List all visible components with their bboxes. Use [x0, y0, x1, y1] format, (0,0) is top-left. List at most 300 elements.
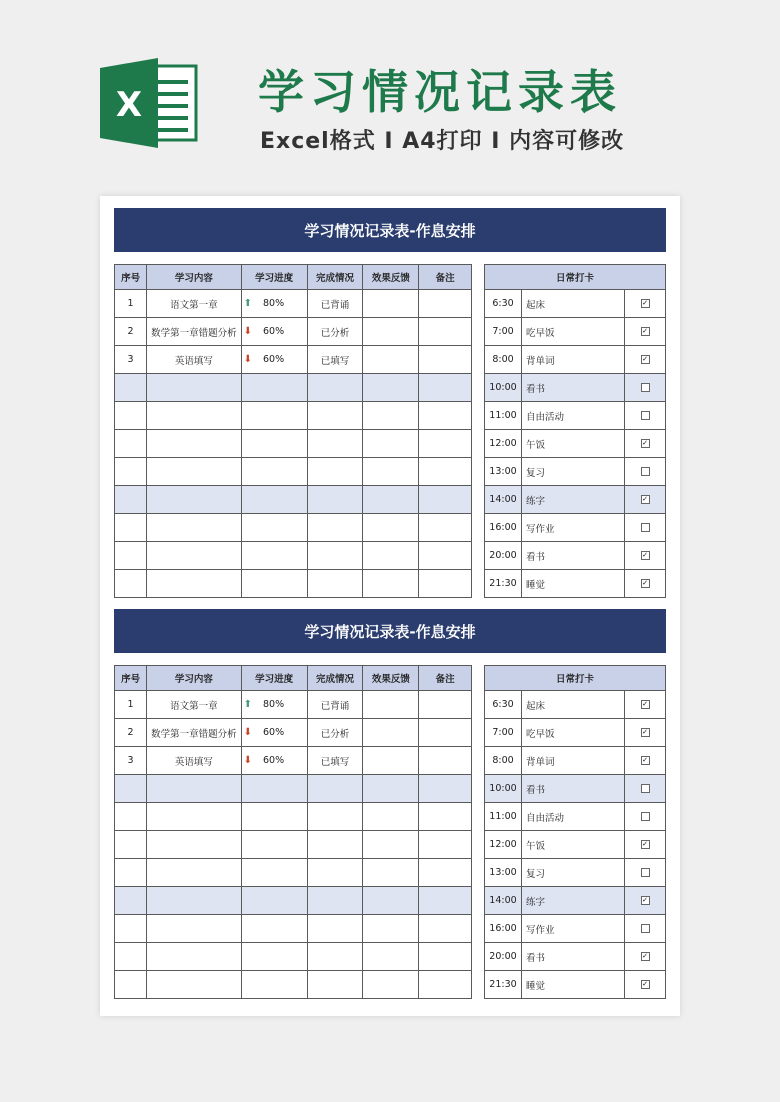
empty-cell[interactable]	[419, 570, 472, 598]
completion-status[interactable]: 已分析	[307, 719, 363, 747]
checkin-activity: 复习	[522, 859, 625, 887]
empty-cell[interactable]	[363, 915, 419, 943]
row-number[interactable]: 1	[115, 290, 147, 318]
sheet-banner: 学习情况记录表-作息安排	[114, 609, 666, 653]
checkin-activity: 起床	[522, 290, 625, 318]
note-cell[interactable]	[419, 691, 472, 719]
study-content[interactable]: 语文第一章	[147, 691, 241, 719]
empty-cell[interactable]	[115, 402, 147, 430]
row-number[interactable]: 2	[115, 318, 147, 346]
table-row	[115, 570, 472, 598]
table-row	[115, 775, 472, 803]
logo-letter: X	[115, 85, 143, 125]
checkbox-checked[interactable]: ✓	[642, 355, 648, 363]
progress-value: 80%	[263, 699, 285, 710]
empty-cell[interactable]	[363, 859, 419, 887]
checkin-row	[485, 430, 666, 458]
empty-cell[interactable]	[115, 915, 147, 943]
checkin-row	[485, 542, 666, 570]
checkin-header-row	[485, 265, 666, 290]
excel-logo-icon	[100, 58, 198, 148]
empty-cell[interactable]	[115, 458, 147, 486]
empty-cell[interactable]	[241, 831, 307, 859]
column-header: 备注	[419, 265, 472, 290]
checkbox-checked[interactable]: ✓	[642, 700, 648, 708]
checkbox-unchecked[interactable]	[641, 411, 650, 420]
checkbox-unchecked[interactable]	[641, 523, 650, 532]
empty-cell[interactable]	[115, 486, 147, 514]
table-row	[115, 458, 472, 486]
empty-cell[interactable]	[307, 943, 363, 971]
checkin-row	[485, 458, 666, 486]
empty-cell[interactable]	[307, 486, 363, 514]
empty-cell[interactable]	[241, 915, 307, 943]
table-row	[115, 318, 472, 346]
feedback-cell[interactable]	[363, 747, 419, 775]
column-header: 效果反馈	[363, 666, 419, 691]
row-number[interactable]: 1	[115, 691, 147, 719]
table-row	[115, 887, 472, 915]
table-row	[115, 290, 472, 318]
checkbox-unchecked[interactable]	[641, 868, 650, 877]
checkin-title: 日常打卡	[485, 666, 666, 691]
checkin-time: 12:00	[485, 831, 522, 859]
empty-cell[interactable]	[419, 943, 472, 971]
empty-cell[interactable]	[115, 570, 147, 598]
study-content[interactable]: 数学第一章错题分析	[147, 318, 241, 346]
note-cell[interactable]	[419, 346, 472, 374]
row-number[interactable]: 2	[115, 719, 147, 747]
column-header: 备注	[419, 666, 472, 691]
checkin-time: 16:00	[485, 514, 522, 542]
arrow-down-icon: ⬇	[243, 755, 252, 766]
checkbox-checked[interactable]: ✓	[642, 896, 648, 904]
checkin-row	[485, 803, 666, 831]
checkbox-unchecked[interactable]	[641, 383, 650, 392]
checkbox-checked[interactable]: ✓	[642, 952, 648, 960]
checkbox-cell	[625, 971, 666, 999]
empty-cell[interactable]	[147, 831, 241, 859]
table-row	[115, 691, 472, 719]
empty-cell[interactable]	[307, 374, 363, 402]
empty-cell[interactable]	[363, 943, 419, 971]
arrow-up-icon: ⬆	[243, 699, 252, 710]
checkin-activity: 自由活动	[522, 803, 625, 831]
note-cell[interactable]	[419, 747, 472, 775]
empty-cell[interactable]	[307, 803, 363, 831]
empty-cell[interactable]	[147, 570, 241, 598]
checkbox-cell	[625, 803, 666, 831]
empty-cell[interactable]	[147, 775, 241, 803]
checkbox-cell	[625, 570, 666, 598]
empty-cell[interactable]	[115, 831, 147, 859]
checkbox-checked[interactable]: ✓	[642, 840, 648, 848]
empty-cell[interactable]	[419, 542, 472, 570]
note-cell[interactable]	[419, 719, 472, 747]
checkin-activity: 看书	[522, 775, 625, 803]
checkbox-cell	[625, 747, 666, 775]
row-number[interactable]: 3	[115, 747, 147, 775]
feedback-cell[interactable]	[363, 346, 419, 374]
arrow-down-icon: ⬇	[243, 727, 252, 738]
column-header: 完成情况	[307, 265, 363, 290]
empty-cell[interactable]	[115, 775, 147, 803]
progress-cell[interactable]	[241, 290, 307, 318]
empty-cell[interactable]	[307, 402, 363, 430]
checkin-time: 7:00	[485, 719, 522, 747]
empty-cell[interactable]	[363, 887, 419, 915]
empty-cell[interactable]	[147, 514, 241, 542]
empty-cell[interactable]	[419, 971, 472, 999]
checkin-time: 20:00	[485, 943, 522, 971]
checkin-row	[485, 943, 666, 971]
table-row	[115, 514, 472, 542]
checkin-row	[485, 374, 666, 402]
checkbox-checked[interactable]: ✓	[642, 980, 648, 988]
checkin-time: 13:00	[485, 859, 522, 887]
study-content[interactable]: 语文第一章	[147, 290, 241, 318]
checkbox-checked[interactable]: ✓	[642, 299, 648, 307]
checkin-activity: 看书	[522, 542, 625, 570]
note-cell[interactable]	[419, 318, 472, 346]
empty-cell[interactable]	[241, 570, 307, 598]
empty-cell[interactable]	[147, 542, 241, 570]
row-number[interactable]: 3	[115, 346, 147, 374]
checkbox-cell	[625, 719, 666, 747]
checkin-time: 8:00	[485, 346, 522, 374]
arrow-down-icon: ⬇	[243, 354, 252, 365]
checkbox-checked[interactable]: ✓	[642, 579, 648, 587]
empty-cell[interactable]	[307, 458, 363, 486]
checkbox-checked[interactable]: ✓	[642, 756, 648, 764]
empty-cell[interactable]	[241, 486, 307, 514]
empty-cell[interactable]	[363, 803, 419, 831]
study-content[interactable]: 数学第一章错题分析	[147, 719, 241, 747]
checkin-row	[485, 775, 666, 803]
checkin-time: 14:00	[485, 486, 522, 514]
completion-status[interactable]: 已分析	[307, 318, 363, 346]
table-row	[115, 719, 472, 747]
checkin-row	[485, 346, 666, 374]
empty-cell[interactable]	[419, 859, 472, 887]
checkbox-cell	[625, 514, 666, 542]
empty-cell[interactable]	[307, 887, 363, 915]
empty-cell[interactable]	[419, 486, 472, 514]
checkin-activity: 吃早饭	[522, 719, 625, 747]
empty-cell[interactable]	[419, 374, 472, 402]
checkin-activity: 看书	[522, 374, 625, 402]
feedback-cell[interactable]	[363, 719, 419, 747]
checkin-row	[485, 915, 666, 943]
checkbox-checked[interactable]: ✓	[642, 495, 648, 503]
feedback-cell[interactable]	[363, 290, 419, 318]
checkin-activity: 练字	[522, 486, 625, 514]
checkbox-checked[interactable]: ✓	[642, 327, 648, 335]
empty-cell[interactable]	[115, 514, 147, 542]
empty-cell[interactable]	[419, 402, 472, 430]
table-row	[115, 430, 472, 458]
empty-cell[interactable]	[147, 887, 241, 915]
checkin-time: 11:00	[485, 402, 522, 430]
empty-cell[interactable]	[241, 374, 307, 402]
empty-cell[interactable]	[419, 887, 472, 915]
checkbox-cell	[625, 542, 666, 570]
checkin-row	[485, 971, 666, 999]
empty-cell[interactable]	[419, 831, 472, 859]
empty-cell[interactable]	[363, 570, 419, 598]
checkbox-cell	[625, 486, 666, 514]
table-row	[115, 486, 472, 514]
checkbox-cell	[625, 915, 666, 943]
table-row	[115, 374, 472, 402]
empty-cell[interactable]	[241, 402, 307, 430]
empty-cell[interactable]	[307, 514, 363, 542]
checkin-activity: 起床	[522, 691, 625, 719]
checkin-table	[484, 665, 666, 999]
checkin-time: 16:00	[485, 915, 522, 943]
empty-cell[interactable]	[307, 542, 363, 570]
table-row	[115, 943, 472, 971]
empty-cell[interactable]	[307, 971, 363, 999]
completion-status[interactable]: 已背诵	[307, 691, 363, 719]
empty-cell[interactable]	[147, 943, 241, 971]
empty-cell[interactable]	[419, 430, 472, 458]
checkbox-cell	[625, 290, 666, 318]
checkin-time: 8:00	[485, 747, 522, 775]
empty-cell[interactable]	[147, 458, 241, 486]
column-header: 序号	[115, 265, 147, 290]
progress-cell[interactable]	[241, 719, 307, 747]
checkin-row	[485, 859, 666, 887]
progress-value: 60%	[263, 755, 285, 766]
empty-cell[interactable]	[363, 374, 419, 402]
checkin-header-row	[485, 666, 666, 691]
empty-cell[interactable]	[363, 430, 419, 458]
checkbox-checked[interactable]: ✓	[642, 439, 648, 447]
checkin-time: 6:30	[485, 691, 522, 719]
checkbox-unchecked[interactable]	[641, 812, 650, 821]
empty-cell[interactable]	[419, 915, 472, 943]
checkbox-cell	[625, 430, 666, 458]
table-row	[115, 402, 472, 430]
checkin-table	[484, 264, 666, 598]
empty-cell[interactable]	[115, 971, 147, 999]
checkbox-unchecked[interactable]	[641, 784, 650, 793]
checkbox-cell	[625, 859, 666, 887]
column-header: 学习内容	[147, 265, 241, 290]
study-table	[114, 264, 472, 598]
checkbox-unchecked[interactable]	[641, 467, 650, 476]
empty-cell[interactable]	[307, 915, 363, 943]
column-header: 学习内容	[147, 666, 241, 691]
checkin-row	[485, 887, 666, 915]
empty-cell[interactable]	[147, 915, 241, 943]
table-row	[115, 831, 472, 859]
empty-cell[interactable]	[307, 859, 363, 887]
table-row	[115, 971, 472, 999]
empty-cell[interactable]	[419, 458, 472, 486]
feedback-cell[interactable]	[363, 318, 419, 346]
column-header: 效果反馈	[363, 265, 419, 290]
checkbox-checked[interactable]: ✓	[642, 728, 648, 736]
checkin-activity: 午饭	[522, 430, 625, 458]
checkin-time: 10:00	[485, 775, 522, 803]
checkin-title: 日常打卡	[485, 265, 666, 290]
page-subtitle: Excel格式 I A4打印 I 内容可修改	[260, 129, 625, 154]
study-content[interactable]: 英语填写	[147, 346, 241, 374]
arrow-up-icon: ⬆	[243, 298, 252, 309]
empty-cell[interactable]	[363, 542, 419, 570]
checkin-activity: 背单词	[522, 346, 625, 374]
empty-cell[interactable]	[363, 514, 419, 542]
study-content[interactable]: 英语填写	[147, 747, 241, 775]
empty-cell[interactable]	[363, 486, 419, 514]
empty-cell[interactable]	[115, 859, 147, 887]
checkin-activity: 午饭	[522, 831, 625, 859]
checkbox-cell	[625, 887, 666, 915]
empty-cell[interactable]	[241, 943, 307, 971]
checkin-time: 10:00	[485, 374, 522, 402]
empty-cell[interactable]	[419, 514, 472, 542]
empty-cell[interactable]	[115, 430, 147, 458]
checkin-activity: 写作业	[522, 915, 625, 943]
checkbox-cell	[625, 831, 666, 859]
empty-cell[interactable]	[115, 803, 147, 831]
empty-cell[interactable]	[241, 542, 307, 570]
table-row	[115, 915, 472, 943]
checkin-time: 7:00	[485, 318, 522, 346]
empty-cell[interactable]	[241, 887, 307, 915]
empty-cell[interactable]	[419, 775, 472, 803]
empty-cell[interactable]	[147, 402, 241, 430]
study-header-row	[115, 666, 472, 691]
table-row	[115, 747, 472, 775]
empty-cell[interactable]	[307, 831, 363, 859]
empty-cell[interactable]	[147, 486, 241, 514]
progress-value: 60%	[263, 326, 285, 337]
checkbox-cell	[625, 318, 666, 346]
checkin-row	[485, 514, 666, 542]
checkin-activity: 睡觉	[522, 971, 625, 999]
empty-cell[interactable]	[115, 374, 147, 402]
progress-cell[interactable]	[241, 747, 307, 775]
progress-cell[interactable]	[241, 346, 307, 374]
completion-status[interactable]: 已填写	[307, 747, 363, 775]
progress-value: 80%	[263, 298, 285, 309]
checkbox-cell	[625, 374, 666, 402]
sheet-banner: 学习情况记录表-作息安排	[114, 208, 666, 252]
empty-cell[interactable]	[241, 971, 307, 999]
progress-cell[interactable]	[241, 691, 307, 719]
empty-cell[interactable]	[363, 775, 419, 803]
progress-value: 60%	[263, 354, 285, 365]
checkin-row	[485, 290, 666, 318]
study-table	[114, 665, 472, 999]
empty-cell[interactable]	[307, 430, 363, 458]
table-row	[115, 803, 472, 831]
empty-cell[interactable]	[241, 803, 307, 831]
checkin-activity: 睡觉	[522, 570, 625, 598]
checkin-time: 12:00	[485, 430, 522, 458]
empty-cell[interactable]	[363, 971, 419, 999]
checkin-row	[485, 747, 666, 775]
empty-cell[interactable]	[115, 943, 147, 971]
empty-cell[interactable]	[419, 803, 472, 831]
paper-sheet	[100, 196, 680, 1016]
table-row	[115, 346, 472, 374]
checkin-row	[485, 691, 666, 719]
empty-cell[interactable]	[307, 775, 363, 803]
column-header: 完成情况	[307, 666, 363, 691]
empty-cell[interactable]	[147, 971, 241, 999]
empty-cell[interactable]	[241, 514, 307, 542]
checkin-row	[485, 486, 666, 514]
column-header: 序号	[115, 666, 147, 691]
empty-cell[interactable]	[147, 803, 241, 831]
checkin-activity: 看书	[522, 943, 625, 971]
checkin-row	[485, 402, 666, 430]
checkin-activity: 背单词	[522, 747, 625, 775]
checkin-activity: 写作业	[522, 514, 625, 542]
checkin-row	[485, 719, 666, 747]
checkin-time: 20:00	[485, 542, 522, 570]
checkbox-checked[interactable]: ✓	[642, 551, 648, 559]
empty-cell[interactable]	[147, 430, 241, 458]
empty-cell[interactable]	[363, 402, 419, 430]
note-cell[interactable]	[419, 290, 472, 318]
feedback-cell[interactable]	[363, 691, 419, 719]
empty-cell[interactable]	[147, 374, 241, 402]
checkin-time: 21:30	[485, 971, 522, 999]
empty-cell[interactable]	[241, 775, 307, 803]
completion-status[interactable]: 已填写	[307, 346, 363, 374]
checkin-row	[485, 831, 666, 859]
empty-cell[interactable]	[115, 887, 147, 915]
arrow-down-icon: ⬇	[243, 326, 252, 337]
progress-value: 60%	[263, 727, 285, 738]
checkin-activity: 复习	[522, 458, 625, 486]
page-title: 学习情况记录表	[258, 65, 622, 119]
checkin-time: 21:30	[485, 570, 522, 598]
empty-cell[interactable]	[241, 458, 307, 486]
checkbox-unchecked[interactable]	[641, 924, 650, 933]
empty-cell[interactable]	[307, 570, 363, 598]
checkin-time: 13:00	[485, 458, 522, 486]
empty-cell[interactable]	[241, 430, 307, 458]
column-header: 学习进度	[241, 265, 307, 290]
checkin-row	[485, 570, 666, 598]
completion-status[interactable]: 已背诵	[307, 290, 363, 318]
empty-cell[interactable]	[241, 859, 307, 887]
checkin-activity: 自由活动	[522, 402, 625, 430]
checkin-time: 11:00	[485, 803, 522, 831]
checkbox-cell	[625, 943, 666, 971]
checkbox-cell	[625, 691, 666, 719]
checkbox-cell	[625, 402, 666, 430]
progress-cell[interactable]	[241, 318, 307, 346]
empty-cell[interactable]	[363, 458, 419, 486]
checkin-activity: 吃早饭	[522, 318, 625, 346]
table-row	[115, 859, 472, 887]
table-row	[115, 542, 472, 570]
checkin-activity: 练字	[522, 887, 625, 915]
empty-cell[interactable]	[147, 859, 241, 887]
empty-cell[interactable]	[363, 831, 419, 859]
checkbox-cell	[625, 346, 666, 374]
column-header: 学习进度	[241, 666, 307, 691]
checkin-time: 6:30	[485, 290, 522, 318]
empty-cell[interactable]	[115, 542, 147, 570]
